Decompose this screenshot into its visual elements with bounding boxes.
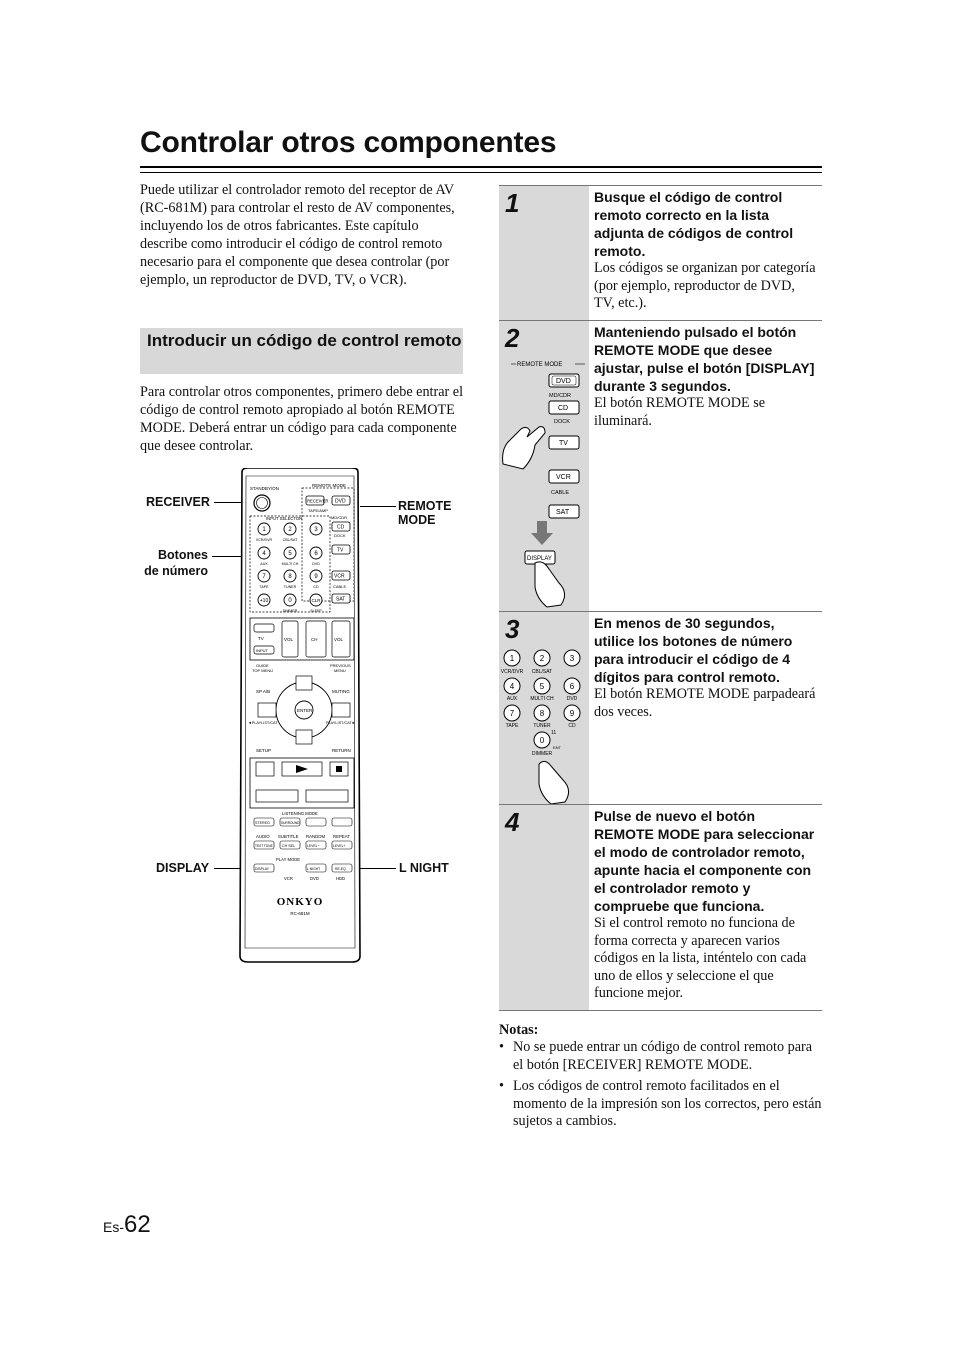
vol-label-left: VOL (284, 637, 294, 642)
hand-press-icon (539, 761, 569, 804)
step3-6: 6 (569, 682, 575, 691)
leader-remote (360, 506, 396, 507)
spab-label: SP A/B (256, 689, 271, 694)
step-body: El botón REMOTE MODE parpadeará dos veces. (594, 686, 816, 720)
level-plus-label: LEVEL+ (333, 844, 346, 848)
vcr-mode-label: VCR (334, 573, 345, 580)
menu-label: MENU (334, 668, 346, 673)
vcr-bottom-label: VCR (284, 876, 293, 881)
num-7: 7 (262, 574, 266, 580)
callout-botones-2: de número (144, 564, 208, 578)
section-title: Introducir un código de control remoto (147, 331, 462, 350)
step3-ent: ENT (553, 745, 561, 750)
step-body: Si el control remoto no funciona de forma correcta y aparecen varios códigos en la lista, inténtelo con cada uno de ellos y seleccione el que funcione mejor. (594, 915, 807, 1001)
guide-label: GUIDE (256, 663, 269, 668)
step3-tuner: TUNER (533, 723, 551, 729)
step2-cd: CD (558, 405, 569, 412)
step3-1: 1 (509, 654, 515, 663)
step-body: El botón REMOTE MODE se iluminará. (594, 395, 766, 429)
level-minus-label: LEVEL− (307, 844, 320, 848)
step-3 (499, 612, 822, 805)
num-9: 9 (314, 574, 318, 580)
section-paragraph: Para controlar otros componentes, primero debe entrar el código de control remoto apropiado al botón REMOTE MODE. Deberá entrar un código para cada componente que desee controlar. (140, 384, 464, 454)
callout-botones-1: Botones (158, 548, 208, 562)
step3-vcrdvr: VCR/DVR (500, 669, 524, 675)
step2-dock: DOCK (554, 419, 570, 425)
step-heading: Manteniendo pulsado el botón REMOTE MODE que desee ajustar, pulse el botón [DISPLAY] durante 3 segundos. (594, 324, 815, 394)
note-text: No se puede entrar un código de control remoto para el botón [RECEIVER] REMOTE MODE. (513, 1039, 813, 1073)
step-text (594, 612, 822, 727)
step-1 (499, 186, 822, 321)
page-number (103, 1211, 151, 1239)
callout-remote-1: REMOTE (398, 499, 452, 513)
title-rule-thin (140, 172, 822, 173)
notes (499, 1021, 822, 1135)
label-multich: MULTI CH (281, 562, 299, 566)
step-number-cell (499, 186, 589, 320)
ch-label: CH (311, 637, 318, 642)
step-heading: Busque el código de control remoto correcto en la lista adjunta de códigos de control remoto. (594, 189, 794, 259)
setup-label: SETUP (256, 748, 272, 753)
page-title: Controlar otros componentes (140, 126, 557, 159)
return-label: RETURN (332, 748, 351, 753)
step3-dimmer: DIMMER (531, 751, 553, 757)
step-text (594, 321, 822, 436)
model-label: RC-681M (290, 911, 310, 916)
step-number: 3 (505, 614, 520, 644)
vol-label-right: VOL (334, 637, 344, 642)
label-aux: AUX (260, 562, 268, 566)
step-number: 2 (505, 323, 520, 353)
note-item (499, 1039, 822, 1074)
step2-cable: CABLE (551, 490, 570, 496)
step-number-cell (499, 612, 589, 804)
play-mode-label: PLAY MODE (276, 857, 301, 862)
enter-label: ENTER (297, 708, 313, 713)
step3-illustration (499, 646, 589, 804)
muting-label: MUTING (332, 689, 350, 694)
repeat-label: REPEAT (333, 834, 350, 839)
label-cblsat: CBL/SAT (282, 538, 298, 542)
step3-4: 4 (509, 682, 515, 691)
intro-paragraph: Puede utilizar el controlador remoto del receptor de AV (RC-681M) para controlar el resto de AV componentes, incluyendo los de otros fabricantes. Este capítulo describe como introducir el código de control remoto necesario para el componente que desea controlar (por ejemplo, un reproductor de DVD, TV, o VCR). (140, 182, 455, 288)
num-3: 3 (314, 527, 318, 533)
step-body: Los códigos se organizan por categoría (por ejemplo, reproductor de DVD, TV, etc.). (594, 260, 816, 311)
dvd-mode-label: DVD (335, 498, 346, 505)
listening-mode-label: LISTENING MODE (282, 811, 318, 816)
steps-table (499, 185, 822, 1011)
num-0: 0 (288, 598, 292, 604)
remote-mode-label: REMOTE MODE (312, 483, 347, 488)
input-label: INPUT (256, 648, 268, 653)
dock-label: DOCK (334, 533, 346, 538)
playlist-right-label: PLAYLIST/CAT► (326, 721, 356, 725)
step3-9: 9 (569, 709, 575, 718)
num-clr: CLR (311, 598, 321, 603)
hand-press-icon (535, 562, 565, 607)
label-sleep: SLEEP (310, 609, 322, 613)
input-selector-label: INPUT SELECTOR (266, 516, 303, 521)
step-2 (499, 321, 822, 612)
remote-control-illustration (236, 468, 364, 964)
step2-display: DISPLAY (527, 556, 552, 562)
tv-label: TV (258, 636, 264, 641)
receiver-button-label: RECEIVER (307, 498, 329, 504)
remote-standby-label: STANDBY/ON (250, 486, 279, 491)
step2-remote-mode-label: REMOTE MODE (517, 362, 563, 368)
step3-5: 5 (539, 682, 545, 691)
page-prefix: Es- (103, 1219, 124, 1235)
step3-eleven: 11 (551, 730, 557, 736)
callout-display: DISPLAY (156, 861, 210, 875)
step2-mdcdr: MD/CDR (549, 393, 571, 399)
cd-mode-label: CD (337, 524, 345, 531)
callout-remote-2: MODE (398, 513, 436, 527)
step-4 (499, 805, 822, 1011)
label-dimmer: DIMMER (282, 609, 298, 613)
tv-mode-label: TV (337, 547, 344, 554)
num-6: 6 (314, 551, 318, 557)
subtitle-label: SUBTITLE (278, 834, 299, 839)
step3-aux: AUX (506, 696, 518, 702)
step-text (594, 186, 822, 319)
step3-7: 7 (509, 709, 515, 718)
note-text: Los códigos de control remoto facilitados en el momento de la impresión son los correctos, pero están sujetos a cambios. (513, 1078, 822, 1129)
stereo-label: STEREO (255, 821, 270, 825)
mdcdr-label: MD/CDR (331, 515, 347, 520)
step2-sat: SAT (556, 509, 570, 516)
audio-label: AUDIO (256, 834, 270, 839)
hand-pointer-icon (503, 427, 545, 469)
chsel-label: CH SEL (282, 844, 295, 848)
step3-cblsat: CBL/SAT (531, 669, 553, 675)
bullet: • (499, 1078, 504, 1094)
num-1: 1 (262, 527, 266, 533)
dvd-bottom-label: DVD (310, 876, 319, 881)
top-menu-label: TOP MENU (252, 668, 273, 673)
previous-label: PREVIOUS (330, 663, 351, 668)
onkyo-logo: ONKYO (276, 896, 324, 908)
step3-3: 3 (569, 654, 575, 663)
lnight-button-label: L NIGHT (307, 867, 321, 871)
note-item (499, 1078, 822, 1131)
title-rule (140, 166, 822, 168)
down-arrow-icon (531, 521, 553, 545)
label-tape: TAPE (259, 585, 269, 589)
step3-0: 0 (539, 736, 545, 745)
step3-tape: TAPE (505, 723, 519, 729)
label-tuner: TUNER (283, 585, 297, 589)
step-heading: En menos de 30 segundos, utilice los botones de número para introducir el código de 4 dígitos para control remoto. (594, 615, 793, 685)
tape-amp-label: TAPE/AMP (308, 508, 328, 513)
reeq-button-label: RE-EQ (335, 867, 346, 871)
step-text (594, 805, 822, 1009)
step2-tv: TV (559, 440, 568, 447)
step-number-cell (499, 805, 589, 1010)
step2-illustration (499, 349, 589, 609)
step2-vcr: VCR (556, 474, 571, 481)
step3-multich: MULTI CH (530, 696, 554, 702)
num-8: 8 (288, 574, 292, 580)
label-dvd: DVD (312, 562, 320, 566)
callout-lnight: L NIGHT (399, 861, 449, 875)
step3-cd: CD (568, 723, 576, 729)
surround-label: SURROUND (281, 821, 300, 825)
display-button-label: DISPLAY (255, 867, 270, 871)
num-plus10: +10 (259, 598, 269, 604)
step3-dvd: DVD (566, 696, 578, 702)
callout-receiver: RECEIVER (146, 495, 210, 509)
step-number: 4 (505, 807, 520, 837)
notes-title: Notas: (499, 1022, 539, 1038)
section-heading-box (140, 328, 463, 374)
playlist-left-label: ◄PLAYLIST/CAT (248, 721, 278, 725)
num-5: 5 (288, 551, 292, 557)
num-2: 2 (288, 527, 292, 533)
testtone-label: TEST TONE (255, 844, 273, 848)
page-number-value: 62 (124, 1211, 151, 1238)
hdd-bottom-label: HDD (336, 876, 346, 881)
sat-mode-label: SAT (336, 596, 346, 603)
label-vcrdvr: VCR/DVR (255, 538, 273, 542)
random-label: RANDOM (306, 834, 326, 839)
step2-dvd: DVD (556, 378, 571, 385)
step3-2: 2 (539, 654, 545, 663)
num-4: 4 (262, 551, 266, 557)
bullet: • (499, 1039, 504, 1055)
step-heading: Pulse de nuevo el botón REMOTE MODE para seleccionar el modo de controlador remoto, apunte hacia el componente con el controlador remoto y compruebe que funciona. (594, 808, 815, 914)
cable-label: CABLE (333, 584, 347, 589)
step3-8: 8 (539, 709, 545, 718)
step-number: 1 (505, 188, 520, 218)
label-cd: CD (313, 585, 319, 589)
step-number-cell (499, 321, 589, 611)
